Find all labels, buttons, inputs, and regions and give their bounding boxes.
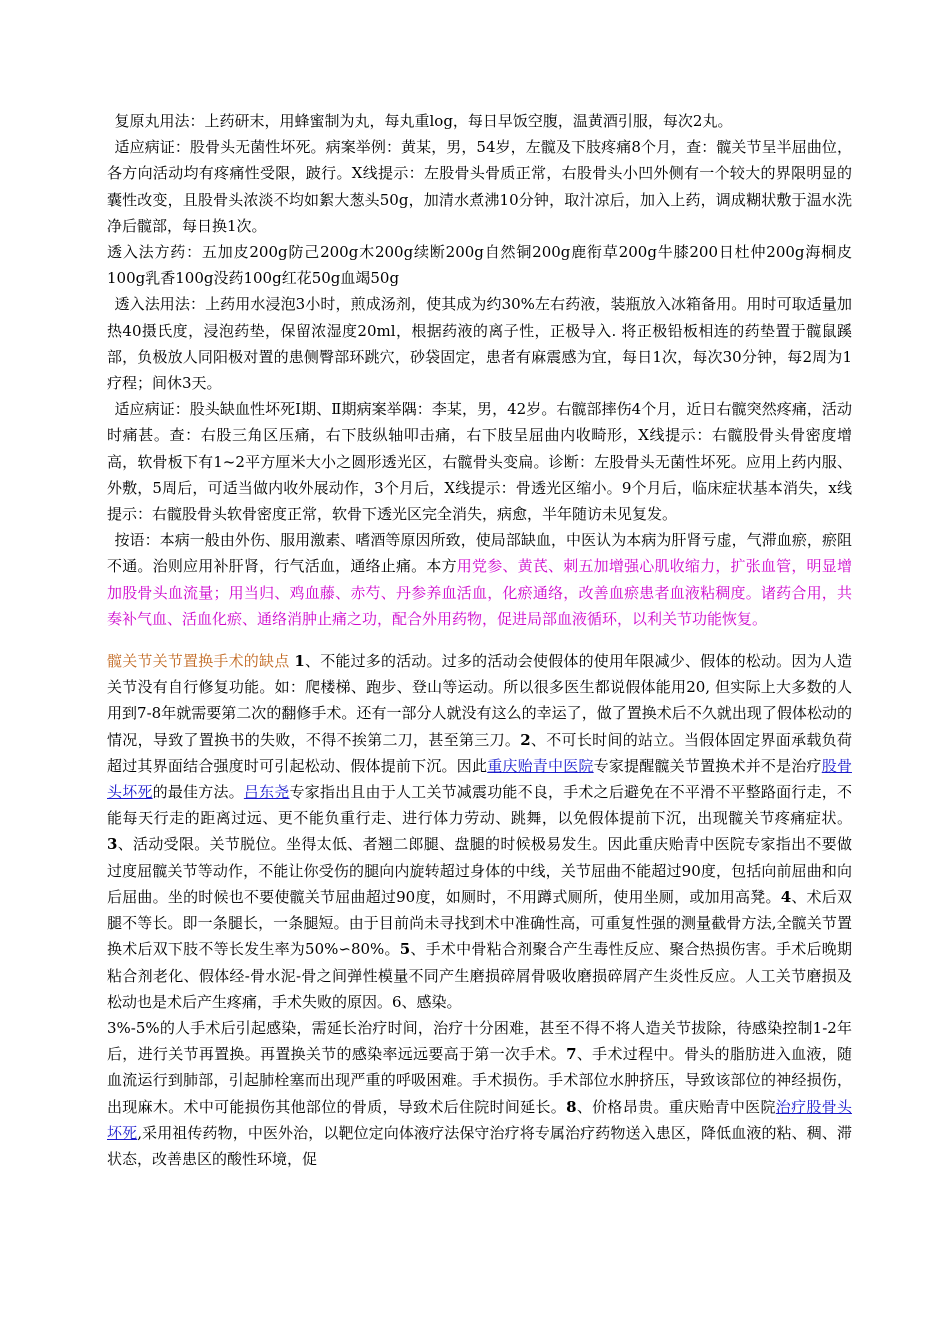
paragraph-infection-and-cost <box>107 1015 852 1172</box>
section-gap <box>107 632 852 648</box>
paragraph-indications-case-1: 适应病证：股骨头无菌性坏死。病案举例：黄某，男，54岁，左髋及下肢疼痛8个月，查：髋关节呈半屈曲位，各方向活动均有疼痛性受限，跛行。X线提示：左股骨头骨质正常，右股骨头小凹外侧有一个较大的界限明显的囊性改变，且股骨头浓淡不均如絮大葱头50g，加清水煮沸10分钟，取汁凉后，加入上药，调成糊状敷于温水洗净后髋部，每日换1次。 <box>107 138 852 235</box>
item-text-2c: 的最佳方法。 <box>152 783 244 802</box>
item-number-1: 1 <box>294 652 305 671</box>
femoral-head-necrosis-link[interactable]: 股骨头坏死 <box>107 756 852 802</box>
commentary-highlight: 用党参、黄芪、刺五加增强心肌收缩力，扩张血管，明显增加股骨头血流量；用当归、鸡血藤、赤芍、丹参养血活血，化瘀通络，改善血瘀患者血液粘稠度。诸药合用，共奏补气血、活血化瘀、通络消肿止痛之功，配合外用药物，促进局部血液循环，以利关节功能恢复。 <box>107 557 852 628</box>
item-text-2b: 专家提醒髋关节置换术并不是治疗 <box>593 756 822 775</box>
item-text-3: 、活动受限。关节脱位。坐得太低、者翘二郎腿、盘腿的时候极易发生。因此重庆贻青中医院专家指出不要做过度屈髋关节等动作，不能让你受伤的腿向内旋转超过身体的中线，关节屈曲不能超过90度，包括向前屈曲和向后屈曲。坐的时候也不要使髋关节屈曲超过90度，如厕时，不用蹲式厕所，使用坐厕，或加用高凳。 <box>107 835 852 906</box>
item-number-2: 2 <box>520 730 531 749</box>
item-number-3: 3 <box>107 835 118 854</box>
paragraph-hip-replacement-drawbacks <box>107 648 852 1015</box>
treatment-link[interactable]: 治疗股骨头坏死 <box>107 1097 852 1142</box>
paragraph-penetration-usage: 透入法用法：上药用水浸泡3小时，煎成汤剂，使其成为约30%左右药液，装瓶放入冰箱备用。用时可取适量加热40摄氏度，浸泡药垫，保留浓湿度20ml，根据药液的离子性，正极导入. 将正极铅板相连的药垫置于髋鼠蹊部，负极放人同阳极对置的患侧臀部环跳穴，砂袋固定，患者有麻震感为宜，每日1次，每次30分钟，每2周为1疗程；间休3天。 <box>107 295 852 393</box>
paragraph-indications-case-2: 适应病证：股头缺血性坏死Ⅰ期、Ⅱ期病案举隅：李某，男，42岁。右髋部摔伤4个月，近日右髋突然疼痛，活动时痛甚。查：右股三角区压痛，右下肢纵轴叩击痛，右下肢呈屈曲内收畸形，X线提示：右髋股骨头骨密度增高，软骨板下有1~2平方厘米大小之圆形透光区，右髋骨头变扁。诊断：左股骨头无菌性坏死。应用上药内服、外敷，5周后，可适当做内收外展动作，3个月后，X线提示：骨透光区缩小。9个月后，临床症状基本消失，x线提示：右髋股骨头软骨密度正常，软骨下透光区完全消失，病愈，半年随访未见复发。 <box>107 400 852 524</box>
item-text-2d: 专家指出且由于人工关节减震功能不良，手术之后避免在不平滑不平整路面行走，不能每天行走的距离过远、更不能负重行走、进行体力劳动、跳舞，以免假体提前下沉，出现髋关节疼痛症状。 <box>107 783 852 828</box>
expert-name-link[interactable]: 吕东尧 <box>243 783 290 802</box>
item-number-5: 5 <box>399 940 411 959</box>
paragraph-commentary <box>107 527 852 632</box>
item-text-8b: ,采用祖传药物，中医外治，以靶位定向体液疗法保守治疗将专属治疗药物送入患区，降低血液的粘、稠、滞状态，改善患区的酸性环境，促 <box>107 1123 852 1168</box>
item-number-4: 4 <box>780 887 792 906</box>
item-text-5: 、手术中骨粘合剂聚合产生毒性反应、聚合热损伤害。手术后晚期粘合剂老化、假体经-骨水泥-骨之间弹性模量不同产生磨损碎屑骨吸收磨损碎屑产生炎性反应。人工关节磨损及松动也是术后产生疼痛，手术失败的原因。6、感染。 <box>107 940 852 1011</box>
item-text-2a: 、不可长时间的站立。当假体固定界面承载负荷超过其界面结合强度时可引起松动、假体提前下沉。因此 <box>107 730 852 775</box>
section-heading: 髋关节关节置换手术的缺点 <box>107 652 290 671</box>
hospital-link[interactable]: 重庆贻青中医院 <box>487 756 594 775</box>
paragraph-penetration-formula: 透入法方药：五加皮200g防己200g木200g续断200g自然铜200g鹿衔草200g牛膝200日杜仲200g海桐皮100g乳香100g没药100g红花50g血竭50g <box>107 243 852 288</box>
item-text-6: 3%-5%的人手术后引起感染，需延长治疗时间，治疗十分困难，甚至不得不将人造关节拔除，待感染控制1-2年后，进行关节再置换。再置换关节的感染率远远要高于第一次手术。 <box>107 1018 852 1064</box>
commentary-text: 按语：本病一般由外伤、服用激素、嗜酒等原因所致，使局部缺血，中医认为本病为肝肾亏虚，气滞血瘀，瘀阻不通。治则应用补肝肾，行气活血，通络止痛。本方 <box>107 531 852 576</box>
item-number-7: 7 <box>566 1045 577 1064</box>
paragraph-pill-usage: 复原丸用法：上药研末，用蜂蜜制为丸，每丸重log，每日早饭空腹，温黄酒引服，每次2丸。 <box>114 112 733 130</box>
item-number-8: 8 <box>566 1097 577 1116</box>
item-text-8a: 、价格昂贵。重庆贻青中医院 <box>576 1097 776 1116</box>
item-text-1: 、不能过多的活动。过多的活动会使假体的使用年限减少、假体的松动。因为人造关节没有自行修复功能。如：爬楼梯、跑步、登山等运动。所以很多医生都说假体能用20, 但实际上大多数的人用到7-8年就需要第二次的翻修手术。还有一部分人就没有这么的幸运了，做了置换术后不久就出现了假体松动的情况，导致了置换书的失败，不得不挨第二刀，甚至第三刀。 <box>107 652 852 749</box>
item-text-7: 、手术过程中。骨头的脂肪进入血液，随血流运行到肺部，引起肺栓塞而出现严重的呼吸困难。手术损伤。手术部位水肿挤压，导致该部位的神经损伤，出现麻木。术中可能损伤其他部位的骨质，导致术后住院时间延长。 <box>107 1045 852 1116</box>
item-text-4: 、术后双腿不等长。即一条腿长，一条腿短。由于目前尚未寻找到术中准确性高，可重复性强的测量截骨方法,全髋关节置换术后双下肢不等长发生率为50%∽80%。 <box>107 887 852 959</box>
